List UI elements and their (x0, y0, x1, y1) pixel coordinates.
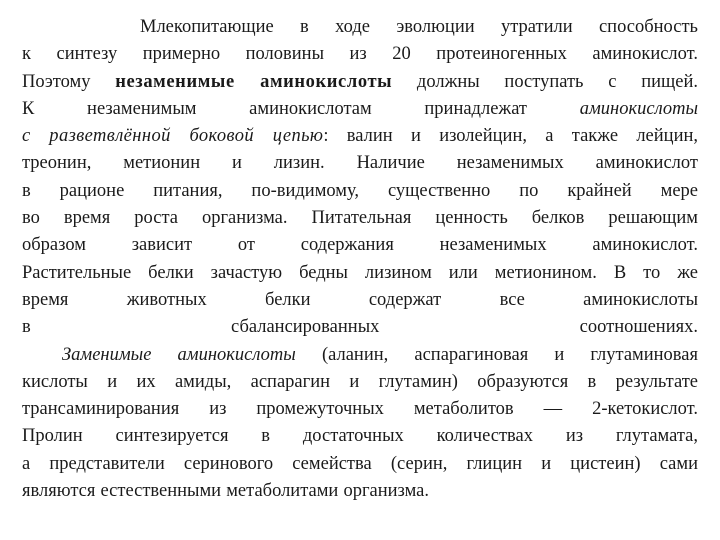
text-line: а представители серинового семейства (серин, глицин и цистеин) сами (22, 453, 698, 474)
text-line: Млекопитающие в ходе эволюции утратили способность (140, 17, 698, 37)
text-line: во время роста организма. Питательная ценность белков решающим (22, 208, 698, 229)
text-line: в сбалансированных соотношениях. (22, 317, 698, 338)
text-line (22, 123, 698, 150)
bold-term-essential-amino-acids: незаменимые аминокислоты (115, 71, 393, 92)
text-line (22, 69, 698, 96)
italic-term: аминокислоты (579, 98, 698, 119)
text-line: образом зависит от содержания незаменимых аминокислот. (22, 235, 698, 256)
text-line: в рационе питания, по-видимому, существенно по крайней мере (22, 180, 698, 201)
text-line (22, 96, 698, 123)
text-line: являются естественными метаболитами организма. (22, 481, 430, 502)
paragraph-essential-amino-acids (22, 14, 698, 342)
text-line: трансаминирования из промежуточных метаболитов — 2-кетокислот. (22, 399, 698, 420)
paragraph-nonessential-amino-acids (22, 342, 698, 506)
text-line: к синтезу примерно половины из 20 протеиногенных аминокислот. (22, 44, 698, 65)
text-run: должны поступать с пищей. (392, 71, 698, 92)
text-line (22, 342, 698, 369)
text-line: треонин, метионин и лизин. Наличие незаменимых аминокислот (22, 153, 698, 174)
text-run: (аланин, аспарагиновая и глутаминовая (295, 344, 698, 365)
text-run: : валин и изолейцин, а также лейцин, (323, 126, 698, 147)
text-run: Поэтому (22, 71, 116, 92)
document-page (22, 14, 698, 505)
italic-term-nonessential: Заменимые аминокислоты (62, 344, 296, 365)
text-line: Пролин синтезируется в достаточных количествах из глутамата, (22, 426, 698, 447)
text-line: время животных белки содержат все аминокислоты (22, 289, 698, 310)
text-line: Растительные белки зачастую бедны лизином или метионином. В то же (22, 262, 698, 283)
text-run: К незаменимым аминокислотам принадлежат (22, 98, 580, 119)
text-line: кислоты и их амиды, аспарагин и глутамин) образуются в результате (22, 371, 698, 392)
italic-term-branched-chain: с разветвлённой боковой цепью (22, 126, 324, 147)
